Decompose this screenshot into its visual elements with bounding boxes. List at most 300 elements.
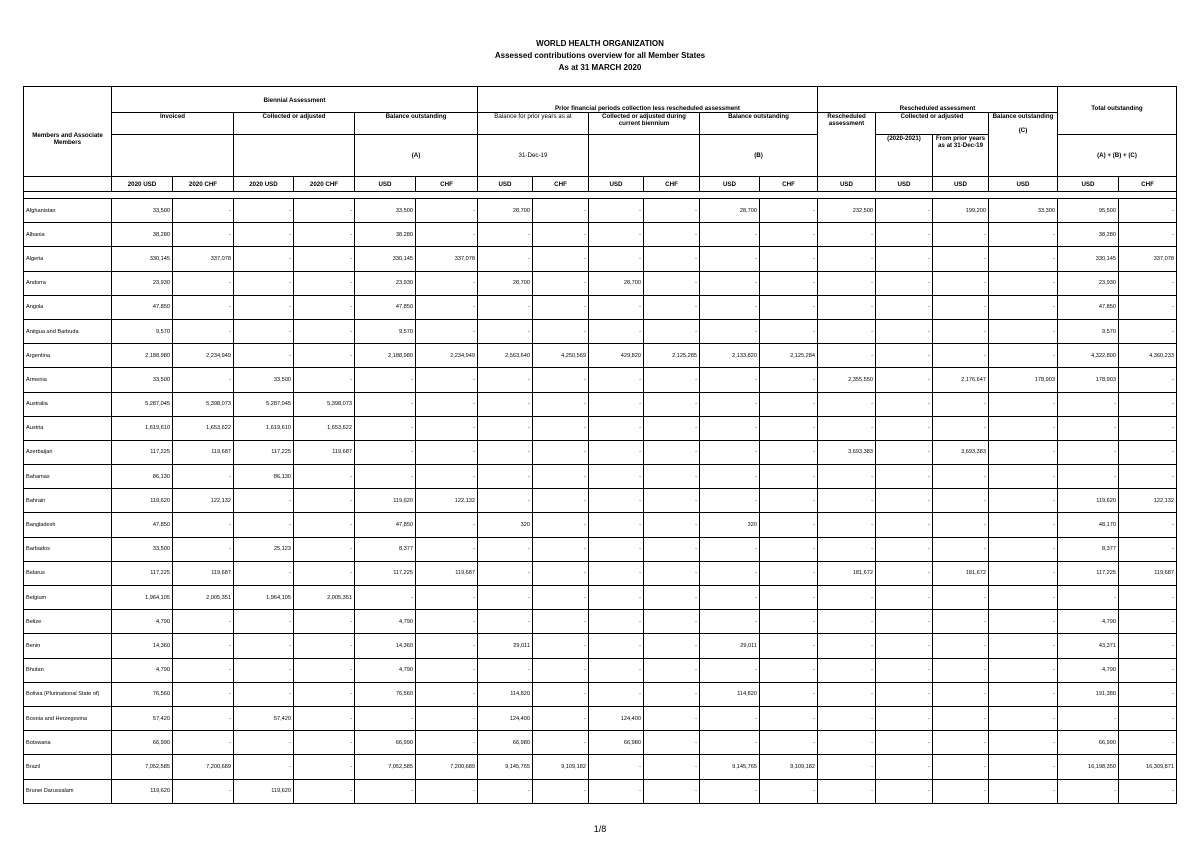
value-cell: - <box>533 247 589 271</box>
value-cell: - <box>876 271 933 295</box>
total-formula: (A) + (B) + (C) <box>1058 135 1177 177</box>
currency-header-cell: USD <box>933 177 989 192</box>
value-cell: 124,400 <box>478 706 533 730</box>
value-cell: 122,132 <box>1119 489 1177 513</box>
value-cell: - <box>294 489 355 513</box>
value-cell: - <box>173 658 234 682</box>
value-cell: 337,078 <box>173 247 234 271</box>
value-cell: 117,225 <box>234 440 294 464</box>
balance-prior-header: Balance for prior years as at <box>478 113 589 135</box>
table-row <box>24 247 1177 271</box>
value-cell: - <box>700 658 760 682</box>
value-cell: - <box>876 440 933 464</box>
value-cell: 4,790 <box>1058 658 1119 682</box>
value-cell: - <box>760 610 818 634</box>
value-cell: 119,620 <box>112 779 173 803</box>
value-cell: - <box>700 223 760 247</box>
value-cell: - <box>533 586 589 610</box>
value-cell: - <box>416 610 478 634</box>
value-cell: - <box>589 416 644 440</box>
value-cell: - <box>1119 513 1177 537</box>
value-cell: - <box>760 199 818 223</box>
value-cell: 119,620 <box>1058 489 1119 513</box>
table-row <box>24 586 1177 610</box>
value-cell: - <box>533 706 589 730</box>
value-cell: - <box>644 586 700 610</box>
value-cell: - <box>173 223 234 247</box>
value-cell: - <box>589 368 644 392</box>
value-cell: 320 <box>700 513 760 537</box>
invoiced-header: Invoiced <box>112 113 234 135</box>
value-cell: - <box>533 537 589 561</box>
value-cell: - <box>234 199 294 223</box>
value-cell: - <box>234 610 294 634</box>
value-cell: - <box>876 295 933 319</box>
value-cell: 16,309,871 <box>1119 755 1177 779</box>
a-label: (A) <box>355 135 478 177</box>
value-cell: - <box>478 658 533 682</box>
value-cell: 178,903 <box>1058 368 1119 392</box>
value-cell: 14,360 <box>355 634 416 658</box>
value-cell: - <box>234 247 294 271</box>
value-cell: - <box>876 319 933 343</box>
value-cell: - <box>294 658 355 682</box>
resched-2020-header: (2020-2021) <box>876 135 933 177</box>
value-cell: - <box>760 634 818 658</box>
org-title: WORLD HEALTH ORGANIZATION <box>536 39 664 48</box>
value-cell: - <box>416 199 478 223</box>
value-cell: - <box>818 295 876 319</box>
value-cell: 28,700 <box>478 271 533 295</box>
currency-header-cell: USD <box>876 177 933 192</box>
member-name: Bosnia and Herzegovina <box>24 706 112 730</box>
members-subheader-cell <box>24 177 112 192</box>
value-cell: - <box>989 416 1058 440</box>
value-cell: - <box>234 223 294 247</box>
value-cell: - <box>1119 319 1177 343</box>
value-cell: - <box>933 537 989 561</box>
table-row <box>24 271 1177 295</box>
currency-header-cell: 2020 USD <box>234 177 294 192</box>
value-cell: - <box>1119 223 1177 247</box>
value-cell: - <box>533 610 589 634</box>
member-name: Afghanistan <box>24 199 112 223</box>
table-row <box>24 319 1177 343</box>
value-cell: 1,619,610 <box>112 416 173 440</box>
value-cell: 47,850 <box>1058 295 1119 319</box>
table-row <box>24 440 1177 464</box>
value-cell: - <box>1058 440 1119 464</box>
value-cell: - <box>933 271 989 295</box>
value-cell: 33,500 <box>234 368 294 392</box>
member-name: Albania <box>24 223 112 247</box>
value-cell: - <box>478 440 533 464</box>
value-cell: 5,398,073 <box>173 392 234 416</box>
value-cell: - <box>355 586 416 610</box>
currency-header-cell: CHF <box>1119 177 1177 192</box>
value-cell: - <box>416 392 478 416</box>
value-cell: - <box>1119 392 1177 416</box>
table-row <box>24 682 1177 706</box>
value-cell: 2,133,820 <box>700 344 760 368</box>
value-cell: 199,200 <box>933 199 989 223</box>
value-cell: 330,145 <box>355 247 416 271</box>
value-cell: - <box>644 706 700 730</box>
member-name: Antigua and Barbuda <box>24 319 112 343</box>
value-cell: - <box>589 513 644 537</box>
currency-header-cell: USD <box>818 177 876 192</box>
value-cell: - <box>989 610 1058 634</box>
member-name: Australia <box>24 392 112 416</box>
currency-header-cell: USD <box>1058 177 1119 192</box>
value-cell: 4,790 <box>112 610 173 634</box>
table-row <box>24 392 1177 416</box>
value-cell: - <box>234 319 294 343</box>
balance-a-header: Balance outstanding <box>355 113 478 135</box>
value-cell: - <box>416 440 478 464</box>
value-cell: - <box>933 706 989 730</box>
value-cell: 2,188,980 <box>112 344 173 368</box>
value-cell: - <box>533 779 589 803</box>
value-cell: 114,820 <box>478 682 533 706</box>
value-cell: - <box>933 682 989 706</box>
value-cell: - <box>478 465 533 489</box>
value-cell: - <box>760 223 818 247</box>
value-cell: - <box>644 561 700 585</box>
value-cell: 181,672 <box>933 561 989 585</box>
value-cell: 38,280 <box>355 223 416 247</box>
value-cell: - <box>700 319 760 343</box>
biennial-header: Biennial Assessment <box>112 87 478 113</box>
member-name: Austria <box>24 416 112 440</box>
value-cell: - <box>294 682 355 706</box>
value-cell: - <box>818 731 876 755</box>
value-cell: - <box>644 513 700 537</box>
value-cell: - <box>818 586 876 610</box>
value-cell: - <box>818 223 876 247</box>
member-name: Brazil <box>24 755 112 779</box>
value-cell: - <box>818 392 876 416</box>
header-gap <box>24 192 1177 199</box>
currency-header-cell: CHF <box>533 177 589 192</box>
value-cell: - <box>589 247 644 271</box>
value-cell: 1,653,622 <box>173 416 234 440</box>
value-cell: - <box>760 537 818 561</box>
value-cell: 429,820 <box>589 344 644 368</box>
value-cell: - <box>416 513 478 537</box>
value-cell: - <box>1058 706 1119 730</box>
value-cell: 1,964,105 <box>112 586 173 610</box>
value-cell: - <box>478 368 533 392</box>
value-cell: - <box>760 682 818 706</box>
value-cell: - <box>818 271 876 295</box>
value-cell: - <box>760 779 818 803</box>
value-cell: - <box>989 440 1058 464</box>
value-cell: - <box>700 489 760 513</box>
value-cell: - <box>933 295 989 319</box>
value-cell: 320 <box>478 513 533 537</box>
value-cell: - <box>644 658 700 682</box>
value-cell: - <box>989 561 1058 585</box>
value-cell: - <box>818 658 876 682</box>
value-cell: - <box>933 247 989 271</box>
value-cell: - <box>294 731 355 755</box>
table-row <box>24 344 1177 368</box>
value-cell: - <box>294 295 355 319</box>
value-cell: - <box>478 610 533 634</box>
value-cell: 33,500 <box>355 199 416 223</box>
value-cell: - <box>589 392 644 416</box>
member-name: Argentina <box>24 344 112 368</box>
value-cell: - <box>234 513 294 537</box>
value-cell: 119,687 <box>173 561 234 585</box>
value-cell: - <box>933 610 989 634</box>
value-cell: - <box>294 513 355 537</box>
table-row <box>24 779 1177 803</box>
value-cell: - <box>173 610 234 634</box>
value-cell: - <box>416 223 478 247</box>
value-cell: 114,820 <box>700 682 760 706</box>
value-cell: - <box>533 392 589 416</box>
value-cell: - <box>234 489 294 513</box>
value-cell: - <box>876 465 933 489</box>
member-name: Bolivia (Plurinational State of) <box>24 682 112 706</box>
member-name: Bhutan <box>24 658 112 682</box>
value-cell: - <box>416 271 478 295</box>
value-cell: - <box>294 344 355 368</box>
value-cell: 5,287,045 <box>112 392 173 416</box>
invoiced-spacer <box>112 135 234 177</box>
value-cell: - <box>589 440 644 464</box>
value-cell: - <box>1119 271 1177 295</box>
value-cell: - <box>533 295 589 319</box>
value-cell: - <box>294 271 355 295</box>
value-cell: - <box>416 706 478 730</box>
value-cell: - <box>294 368 355 392</box>
rescheduled-header: Rescheduled assessment <box>818 87 1058 113</box>
value-cell: - <box>760 247 818 271</box>
value-cell: 337,078 <box>1119 247 1177 271</box>
value-cell: - <box>876 658 933 682</box>
value-cell: - <box>989 295 1058 319</box>
member-name: Belgium <box>24 586 112 610</box>
value-cell: - <box>989 586 1058 610</box>
value-cell: - <box>173 271 234 295</box>
value-cell: - <box>478 537 533 561</box>
value-cell: - <box>876 489 933 513</box>
collected-spacer <box>234 135 355 177</box>
value-cell: - <box>173 731 234 755</box>
value-cell: 66,990 <box>112 731 173 755</box>
value-cell: 4,250,569 <box>533 344 589 368</box>
value-cell: 5,398,073 <box>294 392 355 416</box>
value-cell: - <box>760 658 818 682</box>
value-cell: - <box>478 392 533 416</box>
value-cell: - <box>644 223 700 247</box>
value-cell: - <box>876 706 933 730</box>
table-row <box>24 561 1177 585</box>
value-cell: 38,280 <box>112 223 173 247</box>
value-cell: - <box>416 658 478 682</box>
value-cell: - <box>989 634 1058 658</box>
value-cell: 119,687 <box>416 561 478 585</box>
value-cell: 86,130 <box>112 465 173 489</box>
value-cell: 28,700 <box>700 199 760 223</box>
value-cell: 95,500 <box>1058 199 1119 223</box>
value-cell: - <box>1119 416 1177 440</box>
value-cell: - <box>173 295 234 319</box>
value-cell: - <box>644 755 700 779</box>
value-cell: 9,109,182 <box>760 755 818 779</box>
value-cell: - <box>294 537 355 561</box>
value-cell: 47,850 <box>112 513 173 537</box>
currency-header-cell: USD <box>478 177 533 192</box>
value-cell: - <box>1119 537 1177 561</box>
value-cell: 4,790 <box>1058 610 1119 634</box>
value-cell: 8,377 <box>355 537 416 561</box>
value-cell: 2,234,949 <box>416 344 478 368</box>
value-cell: 4,790 <box>112 658 173 682</box>
value-cell: - <box>589 223 644 247</box>
total-outstanding-header: Total outstanding <box>1058 87 1177 135</box>
value-cell: - <box>876 610 933 634</box>
value-cell: 43,371 <box>1058 634 1119 658</box>
prior-periods-header: Prior financial periods collection less rescheduled assessment <box>478 87 818 113</box>
value-cell: - <box>876 416 933 440</box>
value-cell: - <box>234 682 294 706</box>
value-cell: - <box>416 779 478 803</box>
value-cell: - <box>533 513 589 537</box>
currency-header-cell: USD <box>989 177 1058 192</box>
value-cell: - <box>533 489 589 513</box>
value-cell: - <box>933 586 989 610</box>
member-name: Belize <box>24 610 112 634</box>
table-row <box>24 416 1177 440</box>
value-cell: - <box>589 489 644 513</box>
value-cell: 66,980 <box>478 731 533 755</box>
value-cell: 28,700 <box>589 271 644 295</box>
value-cell: 122,132 <box>416 489 478 513</box>
contributions-table <box>23 86 1177 804</box>
value-cell: - <box>416 537 478 561</box>
value-cell: - <box>933 223 989 247</box>
value-cell: - <box>644 416 700 440</box>
value-cell: 33,300 <box>989 199 1058 223</box>
member-name: Barbados <box>24 537 112 561</box>
value-cell: 4,322,800 <box>1058 344 1119 368</box>
value-cell: 29,011 <box>478 634 533 658</box>
value-cell: - <box>533 440 589 464</box>
value-cell: - <box>989 489 1058 513</box>
value-cell: - <box>644 199 700 223</box>
value-cell: - <box>818 706 876 730</box>
value-cell: - <box>818 416 876 440</box>
value-cell: 119,687 <box>173 440 234 464</box>
currency-header-cell: CHF <box>644 177 700 192</box>
currency-header-cell: CHF <box>760 177 818 192</box>
value-cell: - <box>234 755 294 779</box>
value-cell: - <box>294 610 355 634</box>
value-cell: - <box>589 319 644 343</box>
value-cell: 23,930 <box>355 271 416 295</box>
value-cell: - <box>989 247 1058 271</box>
value-cell: 119,687 <box>1119 561 1177 585</box>
value-cell: - <box>818 513 876 537</box>
value-cell: - <box>355 779 416 803</box>
value-cell: - <box>416 731 478 755</box>
value-cell: 4,790 <box>355 610 416 634</box>
member-name: Bangladesh <box>24 513 112 537</box>
value-cell: - <box>589 682 644 706</box>
value-cell: - <box>478 561 533 585</box>
value-cell: - <box>933 755 989 779</box>
value-cell: - <box>989 513 1058 537</box>
value-cell: - <box>700 706 760 730</box>
value-cell: - <box>533 634 589 658</box>
value-cell: - <box>818 779 876 803</box>
value-cell: 29,011 <box>700 634 760 658</box>
value-cell: - <box>700 247 760 271</box>
member-name: Azerbaijan <box>24 440 112 464</box>
value-cell: - <box>818 344 876 368</box>
value-cell: - <box>876 561 933 585</box>
value-cell: 57,420 <box>234 706 294 730</box>
value-cell: - <box>644 610 700 634</box>
collected-current-header: Collected or adjusted during current biennium <box>589 113 700 135</box>
value-cell: - <box>700 368 760 392</box>
value-cell: 14,360 <box>112 634 173 658</box>
value-cell: - <box>644 682 700 706</box>
value-cell: - <box>644 247 700 271</box>
value-cell: - <box>760 319 818 343</box>
value-cell: 124,400 <box>589 706 644 730</box>
member-name: Bahamas <box>24 465 112 489</box>
value-cell: - <box>644 392 700 416</box>
value-cell: 5,287,045 <box>234 392 294 416</box>
value-cell: - <box>173 465 234 489</box>
currency-header-cell: USD <box>355 177 416 192</box>
value-cell: - <box>876 513 933 537</box>
value-cell: - <box>173 513 234 537</box>
value-cell: - <box>700 295 760 319</box>
value-cell: 2,563,640 <box>478 344 533 368</box>
value-cell: - <box>933 779 989 803</box>
member-name: Brunei Darussalam <box>24 779 112 803</box>
table-row <box>24 706 1177 730</box>
table-row <box>24 223 1177 247</box>
value-cell: 1,619,610 <box>234 416 294 440</box>
value-cell: - <box>416 416 478 440</box>
value-cell: - <box>876 682 933 706</box>
value-cell: - <box>933 489 989 513</box>
value-cell: - <box>533 658 589 682</box>
value-cell: - <box>1119 368 1177 392</box>
value-cell: 47,850 <box>355 295 416 319</box>
report-subtitle: Assessed contributions overview for all Member States <box>494 51 706 60</box>
currency-header-cell: CHF <box>416 177 478 192</box>
resched-collected-header: Collected or adjusted <box>876 113 989 135</box>
value-cell: - <box>760 368 818 392</box>
currency-header-cell: 2020 USD <box>112 177 173 192</box>
member-name: Angola <box>24 295 112 319</box>
value-cell: - <box>533 319 589 343</box>
value-cell: 76,560 <box>112 682 173 706</box>
value-cell: - <box>644 465 700 489</box>
value-cell: - <box>533 731 589 755</box>
value-cell: - <box>478 779 533 803</box>
page-number: 1/8 <box>593 824 607 834</box>
value-cell: 122,132 <box>173 489 234 513</box>
